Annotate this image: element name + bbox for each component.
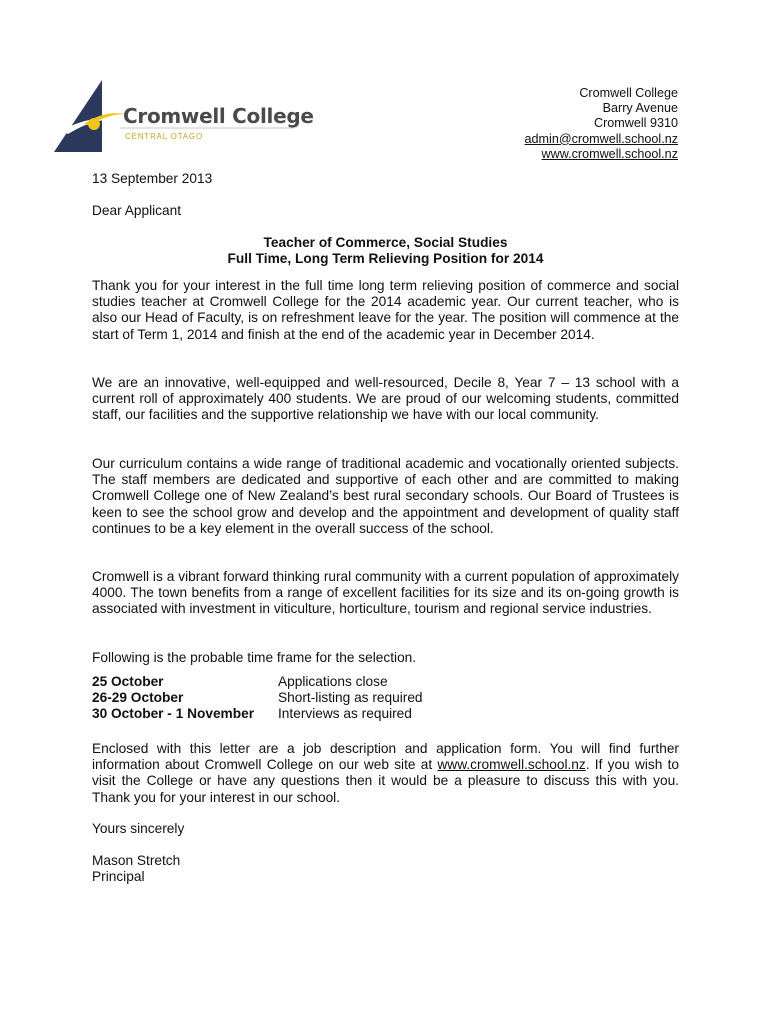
signer-name: Mason Stretch bbox=[92, 853, 181, 868]
selection-timeline bbox=[92, 674, 423, 723]
website-link[interactable]: www.cromwell.school.nz bbox=[437, 757, 586, 773]
closing-text-end: . If you wish to visit the College or have any questions then it would be a pleasure to discuss this with you. Thank you for your interest in our school. bbox=[92, 757, 679, 805]
timeline-row bbox=[92, 706, 423, 722]
logo-title: Cromwell College bbox=[123, 104, 314, 128]
paragraph-closing bbox=[92, 741, 679, 806]
address-website-link[interactable]: www.cromwell.school.nz bbox=[541, 146, 678, 161]
address-street: Barry Avenue bbox=[602, 101, 678, 116]
signer-title: Principal bbox=[92, 869, 145, 884]
paragraph-school: We are an innovative, well-equipped and well-resourced, Decile 8, Year 7 – 13 school with a current roll of approximately 400 students. We are proud of our welcoming students, committed staff, our facilities and the supportive relationship we have with our local community. bbox=[92, 375, 679, 423]
logo-subtitle: CENTRAL OTAGO bbox=[125, 132, 203, 141]
timeline-date: 26-29 October bbox=[92, 690, 184, 706]
closing-text-start: Enclosed with this letter are a job description and application form. You will find further information about Cromwell College on our web site at bbox=[92, 741, 679, 773]
subject-line-2: Full Time, Long Term Relieving Position for 2014 bbox=[227, 251, 544, 266]
subject-line-1: Teacher of Commerce, Social Studies bbox=[263, 235, 508, 250]
paragraph-community: Cromwell is a vibrant forward thinking rural community with a current population of approximately 4000. The town benefits from a range of excellent facilities for its size and its on-going growth is associated with investment in viticulture, horticulture, tourism and regional service industries. bbox=[92, 569, 679, 617]
timeline-event: Applications close bbox=[278, 674, 388, 689]
sender-address bbox=[525, 86, 678, 162]
address-name: Cromwell College bbox=[579, 86, 678, 100]
timeline-event: Short-listing as required bbox=[278, 690, 423, 706]
college-logo bbox=[54, 80, 314, 154]
salutation: Dear Applicant bbox=[92, 203, 182, 218]
letter-date: 13 September 2013 bbox=[92, 171, 213, 186]
address-email-link[interactable]: admin@cromwell.school.nz bbox=[524, 131, 678, 146]
timeline-row bbox=[92, 690, 423, 706]
timeframe-intro: Following is the probable time frame for the selection. bbox=[92, 650, 417, 665]
signoff: Yours sincerely bbox=[92, 821, 185, 836]
address-city: Cromwell 9310 bbox=[594, 116, 678, 131]
timeline-event: Interviews as required bbox=[278, 706, 412, 722]
paragraph-curriculum: Our curriculum contains a wide range of traditional academic and vocationally oriented subjects. The staff members are dedicated and supportive of each other and are committed to making Cromwell College one of New Zealand’s best rural secondary schools. Our Board of Trustees is keen to see the school grow and develop and the appointment and development of quality staff continues to be a key element in the overall success of the school. bbox=[92, 456, 679, 536]
timeline-row bbox=[92, 674, 423, 690]
timeline-date: 30 October - 1 November bbox=[92, 706, 255, 722]
paragraph-intro: Thank you for your interest in the full time long term relieving position of commerce and social studies teacher at Cromwell College for the 2014 academic year. Our current teacher, who is also our Head of Faculty, is on refreshment leave for the year. The position will commence at the start of Term 1, 2014 and finish at the end of the academic year in December 2014. bbox=[92, 278, 679, 342]
timeline-date: 25 October bbox=[92, 674, 164, 689]
